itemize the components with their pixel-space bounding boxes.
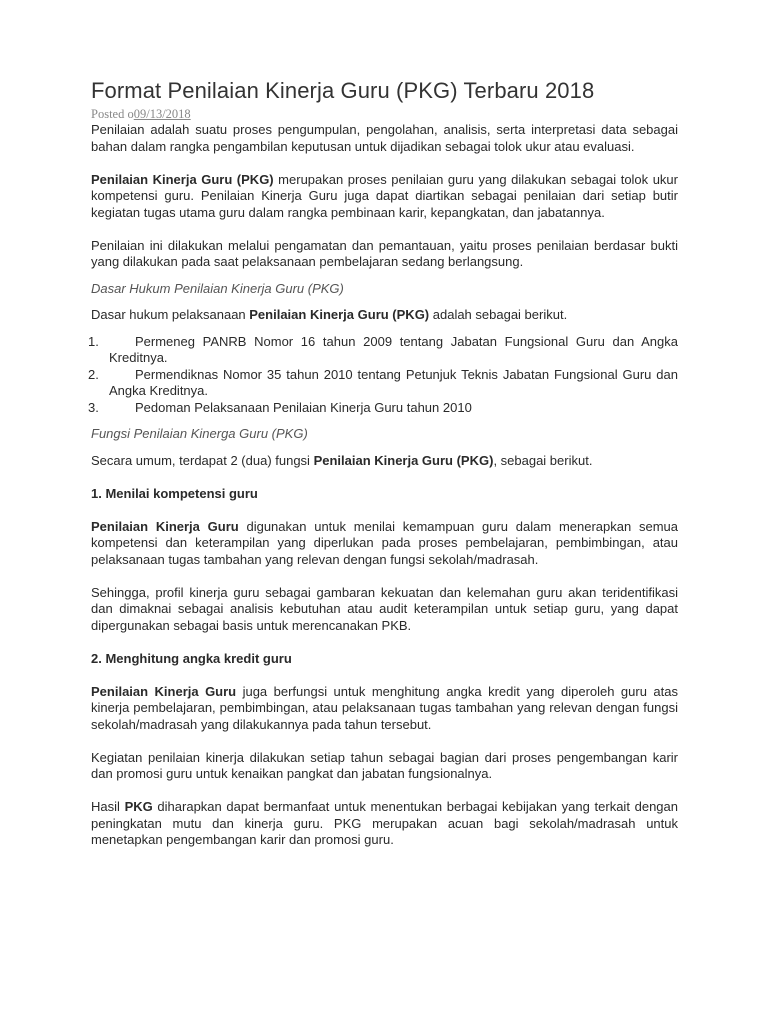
legal-basis-lead-after: adalah sebagai berikut. [429, 307, 568, 322]
function-1-paragraph-2: Sehingga, profil kinerja guru sebagai gambaran kekuatan dan kelemahan guru akan teridentifikasi dan dimaknai sebagai analisis kebutuhan atau audit keterampilan untuk setiap guru, yang dapat dipergunakan sebagai basis untuk merencanakan PKB. [91, 584, 678, 633]
functions-lead-after: , sebagai berikut. [493, 452, 593, 468]
functions-heading: Fungsi Penilaian Kinerga Guru (PKG) [91, 426, 308, 441]
function-2-bold: Penilaian Kinerja Guru [91, 683, 237, 699]
list-item [88, 366, 678, 400]
function-2-p3-before: Hasil [91, 799, 125, 814]
function-2-p3-bold: PKG [124, 799, 153, 814]
legal-basis-list [88, 333, 678, 417]
list-item-text: Permeneg PANRB Nomor 16 tahun 2009 tentang Jabatan Fungsional Guru dan Angka Kreditnya. [109, 333, 678, 365]
function-1-paragraph-1 [91, 519, 678, 569]
functions-lead [91, 453, 678, 470]
function-1-bold: Penilaian Kinerja Guru [91, 518, 239, 534]
list-item-number: 3. [88, 399, 99, 415]
list-item [88, 333, 678, 367]
functions-lead-before: Secara umum, terdapat 2 (dua) fungsi [91, 452, 314, 468]
function-2-paragraph-2: Kegiatan penilaian kinerja dilakukan setiap tahun sebagai bagian dari proses pengembangan karir dan promosi guru untuk kenaikan pangkat dan jabatan fungsionalnya. [91, 749, 678, 781]
page-title: Format Penilaian Kinerja Guru (PKG) Terbaru 2018 [91, 78, 595, 103]
function-2-paragraph-1 [91, 684, 678, 734]
observation-paragraph: Penilaian ini dilakukan melalui pengamatan dan pemantauan, yaitu proses penilaian berdasar bukti yang dilakukan pada saat pelaksanaan pembelajaran sedang berlangsung. [91, 237, 678, 269]
list-item-text: Pedoman Pelaksanaan Penilaian Kinerja Guru tahun 2010 [135, 399, 472, 415]
function-2-paragraph-3 [91, 799, 678, 849]
function-1-heading: 1. Menilai kompetensi guru [91, 485, 258, 501]
list-item-number: 1. [88, 333, 99, 349]
list-item-number: 2. [88, 366, 99, 382]
posted-prefix: Posted o [91, 107, 134, 121]
function-2-heading: 2. Menghitung angka kredit guru [91, 650, 292, 666]
posted-date-line [91, 106, 678, 122]
function-1-text: digunakan untuk menilai kemampuan guru dalam menerapkan semua kompetensi dan keterampilan yang diperlukan pada proses pembelajaran, pembimbingan, atau pelaksanaan tugas tambahan yang relevan dengan fungsi sekolah/madrasah. [91, 518, 678, 567]
functions-lead-bold: Penilaian Kinerja Guru (PKG) [313, 452, 494, 468]
legal-basis-lead-bold: Penilaian Kinerja Guru (PKG) [249, 307, 430, 322]
intro-paragraph: Penilaian adalah suatu proses pengumpulan, pengolahan, analisis, serta interpretasi data sebagai bahan dalam rangka pengambilan keputusan untuk dijadikan sebagai tolok ukur atau evaluasi. [91, 122, 678, 154]
pkg-definition-text: merupakan proses penilaian guru yang dilakukan sebagai tolok ukur kompetensi guru. Penilaian Kinerja Guru juga dapat diartikan sebagai penilaian dari setiap butir kegiatan tugas utama guru dalam rangka pembinaan karir, kepangkatan, dan jabatannya. [91, 171, 678, 220]
list-item [88, 399, 678, 417]
function-2-text: juga berfungsi untuk menghitung angka kredit yang diperoleh guru atas kinerja pembelajaran, pembimbingan, atau pelaksanaan tugas tambahan yang relevan dengan fungsi sekolah/madrasah yang dilakukannya pada tahun tersebut. [91, 683, 678, 732]
legal-basis-lead-before: Dasar hukum pelaksanaan [91, 307, 250, 322]
list-item-text: Permendiknas Nomor 35 tahun 2010 tentang Petunjuk Teknis Jabatan Fungsional Guru dan Angka Kreditnya. [109, 366, 678, 398]
legal-basis-heading: Dasar Hukum Penilaian Kinerja Guru (PKG) [91, 280, 344, 296]
pkg-definition-paragraph [91, 172, 678, 222]
posted-date-link[interactable]: 09/13/2018 [133, 107, 191, 121]
legal-basis-lead [91, 307, 678, 324]
pkg-definition-bold: Penilaian Kinerja Guru (PKG) [91, 171, 274, 187]
function-2-p3-after: diharapkan dapat bermanfaat untuk menentukan berbagai kebijakan yang terkait dengan peningkatan mutu dan kinerja guru. PKG merupakan acuan bagi sekolah/madrasah untuk menetapkan pengembangan karir dan promosi guru. [91, 799, 678, 847]
